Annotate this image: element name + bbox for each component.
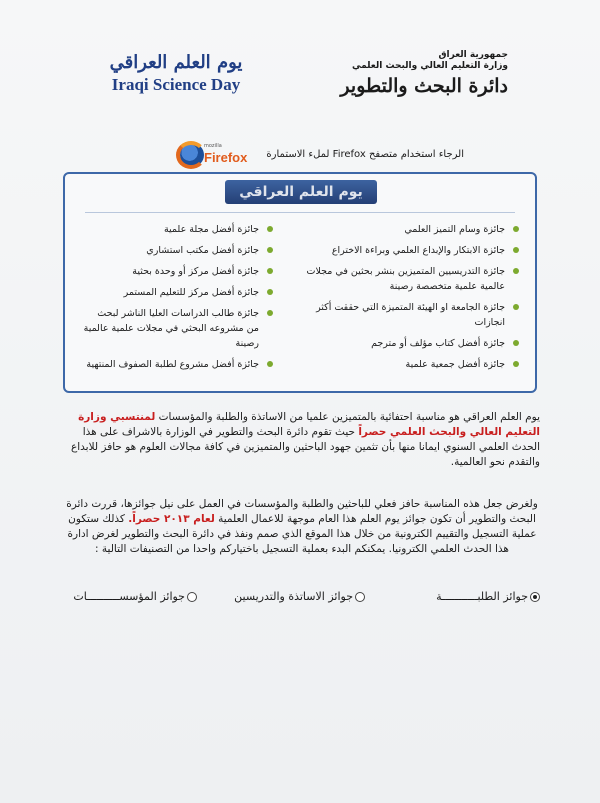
- bullet-icon: [267, 247, 273, 253]
- award-label: جائزة أفضل جمعية علمية: [405, 359, 505, 370]
- bullet-icon: [513, 361, 519, 367]
- intro-paragraph: [64, 410, 540, 470]
- firefox-notice: [164, 143, 464, 173]
- award-label: جائزة أفضل مركز للتعليم المستمر: [123, 287, 259, 298]
- option-students-label: جوائز الطلبـــــــــــة: [436, 590, 528, 603]
- instructions-text-a: ولغرض جعل هذه المناسبة حافز فعلي للباحثين والطلبة والمؤسسات في العمل على نيل جوائزها، قررت دائرة البحث والتطوير أن تكون جوائز يوم العلم هذا العام موجهة للاعمال العلمية: [66, 498, 538, 525]
- republic-label: جمهورية العراق: [438, 50, 508, 60]
- option-institutions[interactable]: [73, 590, 197, 603]
- award-label: جائزة أفضل مكتب استشاري: [146, 245, 259, 256]
- option-faculty-label: جوائز الاساتذة والتدريسين: [234, 590, 353, 603]
- intro-highlight: لمنتسبي وزارة التعليم العالي والبحث العلمي حصراً: [78, 411, 540, 438]
- award-label: جائزة وسام التميز العلمي: [404, 224, 505, 235]
- awards-title: يوم العلم العراقي: [225, 180, 377, 204]
- award-item: [83, 264, 273, 279]
- award-item: [83, 243, 273, 258]
- award-item: [289, 300, 519, 330]
- faculty-radio[interactable]: [355, 592, 365, 602]
- intro-text-a: يوم العلم العراقي هو مناسبة احتفائية بالمتميزين علميا من الاساتذة والطلبة والمؤسسات: [158, 411, 540, 423]
- science-day-title-en: Iraqi Science Day: [111, 75, 241, 94]
- award-label: جائزة الجامعة او الهيئة المتميزة التي حققت أكثر انجازات: [316, 302, 505, 328]
- instructions-highlight: لعام ٢٠١٣ حصراً.: [128, 513, 215, 525]
- award-item: [289, 222, 519, 237]
- firefox-wordmark: Firefox: [204, 150, 248, 165]
- category-options: [66, 590, 540, 610]
- awards-list-left: [83, 222, 273, 378]
- mozilla-label: mozilla: [204, 143, 222, 149]
- award-label: جائزة طالب الدراسات العليا الناشر لبحث من مشروعه البحثي في مجلات علمية عالمية رصينة: [83, 308, 259, 349]
- award-item: [289, 264, 519, 294]
- ministry-label: وزارة التعليم العالي والبحث العلمي: [351, 61, 508, 71]
- firefox-logo[interactable]: [164, 143, 248, 173]
- bullet-icon: [267, 268, 273, 274]
- awards-divider: [85, 212, 515, 213]
- option-faculty[interactable]: [234, 590, 365, 603]
- award-label: جائزة الابتكار والإبداع العلمي وبراءة الاختراع: [331, 245, 505, 256]
- students-radio[interactable]: [530, 592, 540, 602]
- bullet-icon: [267, 289, 273, 295]
- award-item: [289, 357, 519, 372]
- directorate-title: دائرة البحث والتطوير: [340, 75, 508, 97]
- firefox-fox-icon: [176, 141, 206, 169]
- award-item: [83, 285, 273, 300]
- award-item: [83, 357, 273, 372]
- award-label: جائزة أفضل كتاب مؤلف أو مترجم: [371, 338, 505, 349]
- awards-box: [63, 172, 537, 393]
- bullet-icon: [267, 226, 273, 232]
- award-label: جائزة أفضل مجلة علمية: [163, 224, 259, 235]
- award-label: جائزة أفضل مركز أو وحدة بحثية: [132, 266, 259, 277]
- instructions-text-b: كذلك ستكون عملية التسجيل والتقييم الكترونية من خلال هذا الموقع الذي صمم ونفذ في دائرة البحث والتطوير لغرض ادارة هذا الحدث العلمي الكترونيا. يمكنكم البدء بعملية التسجيل باختياركم واحدا من التصنيفات التالية :: [67, 513, 537, 555]
- option-institutions-label: جوائز المؤسســــــــــات: [73, 590, 185, 603]
- option-students[interactable]: [436, 590, 540, 603]
- bullet-icon: [267, 310, 273, 316]
- ministry-header: [338, 50, 508, 98]
- award-label: جائزة التدريسيين المتميزين بنشر بحثين في مجلات عالمية علمية متخصصة رصينة: [306, 266, 505, 292]
- bullet-icon: [513, 304, 519, 310]
- award-item: [289, 243, 519, 258]
- intro-text-b: حيث تقوم دائرة البحث والتطوير في الوزارة بالاشراف على هذا الحدث العلمي السنوي ايمانا منها بأن تثمين جهود الباحثين والمتميزين في كافة مجالات العلوم هو حافز للابداع والتقدم نحو العالمية.: [70, 426, 540, 468]
- science-day-title-ar: يوم العلم العراقي: [109, 52, 243, 73]
- institutions-radio[interactable]: [187, 592, 197, 602]
- award-item: [83, 306, 273, 351]
- award-item: [83, 222, 273, 237]
- science-day-header: [96, 52, 256, 96]
- award-label: جائزة أفضل مشروع لطلبة الصفوف المنتهية: [86, 359, 259, 370]
- bullet-icon: [267, 361, 273, 367]
- instructions-paragraph: [64, 497, 540, 557]
- firefox-note: الرجاء استخدام متصفح Firefox لملء الاستمارة: [266, 149, 464, 160]
- bullet-icon: [513, 247, 519, 253]
- bullet-icon: [513, 340, 519, 346]
- bullet-icon: [513, 226, 519, 232]
- awards-list-right: [289, 222, 519, 378]
- bullet-icon: [513, 268, 519, 274]
- award-item: [289, 336, 519, 351]
